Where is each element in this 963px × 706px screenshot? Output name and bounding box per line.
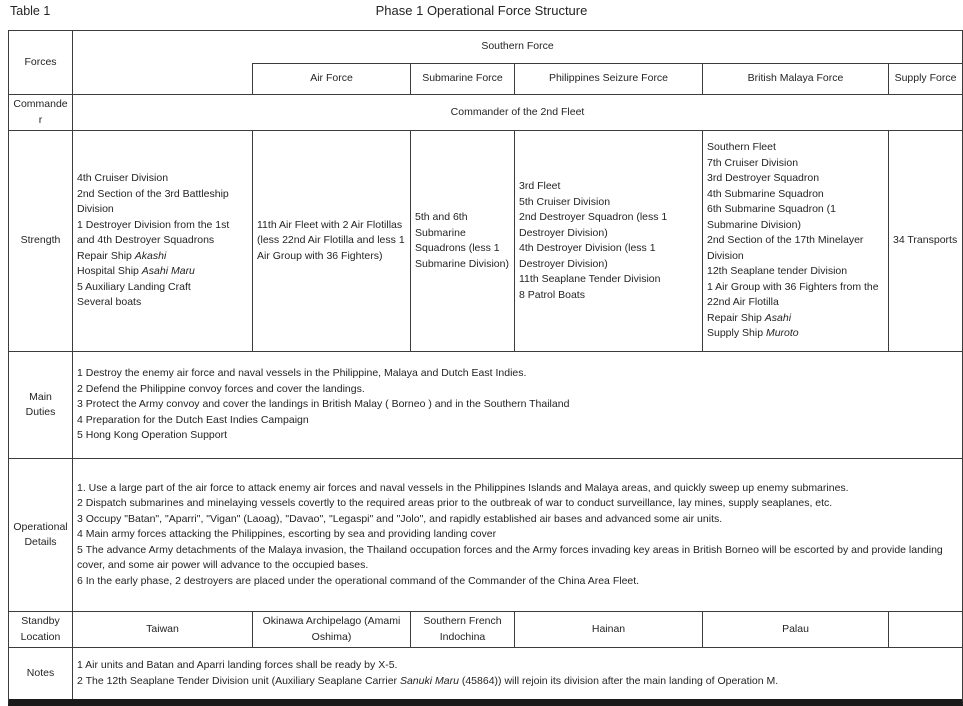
header-philippines-seizure-force: Philippines Seizure Force: [514, 63, 702, 94]
row-label-strength: Strength: [9, 130, 72, 351]
table-label: Table 1: [10, 4, 51, 18]
standby-cell-empty: [888, 611, 962, 647]
standby-cell-okinawa: Okinawa Archipelago (Amami Oshima): [252, 611, 410, 647]
header-southern-force: Southern Force: [72, 31, 962, 63]
strength-supply-cell: 34 Transports: [888, 130, 962, 351]
standby-cell-indochina: Southern French Indochina: [410, 611, 514, 647]
row-label-standby-location: Standby Location: [9, 611, 72, 647]
main-duties-cell: 1 Destroy the enemy air force and naval vessels in the Philippine, Malaya and Dutch East Indies. 2 Defend the Philippine convoy forces and cover the landings. 3 Protect the Army convoy and cover the landings in British Malay ( Borneo ) and in the Southern Thailand 4 Preparation for the Dutch East Indies Campaign 5 Hong Kong Operation Support: [72, 351, 962, 458]
operational-details-cell: 1. Use a large part of the air force to attack enemy air forces and naval vessels in the Philippines Islands and Malaya areas, and quickly sweep up enemy submarines. 2 Dispatch submarines and minelaying vessels covertly to the required areas prior to the outbreak of war to conduct surveillance, lay mines, supply seaplanes, etc. 3 Occupy "Batan", "Aparri", "Vigan" (Laoag), "Davao", "Legaspi" and "Jolo", and rapidly established air bases and advanced some air units. 4 Main army forces attacking the Philippines, escorting by sea and providing landing cover 5 The advance Army detachments of the Malaya invasion, the Thailand occupation forces and the Army forces invading key areas in British Borneo will be escorted by and provide landing cover, and some air power will advance to the occupied bases. 6 In the early phase, 2 destroyers are placed under the operational command of the Commander of the China Area Fleet.: [72, 458, 962, 611]
force-structure-table: [8, 30, 963, 706]
header-submarine-force: Submarine Force: [410, 63, 514, 94]
row-label-forces: Forces: [24, 55, 57, 68]
header-spacer-cell: [72, 63, 252, 94]
notes-cell: 1 Air units and Batan and Aparri landing forces shall be ready by X-5. 2 The 12th Seaplane Tender Division unit (Auxiliary Seaplane Carrier Sanuki Maru (45864)) will rejoin its division after the main landing of Operation M.: [72, 647, 962, 699]
strength-submarine-cell: 5th and 6th Submarine Squadrons (less 1 Submarine Division): [410, 130, 514, 351]
row-label-commander: Commander: [9, 94, 72, 130]
standby-cell-palau: Palau: [702, 611, 888, 647]
header-air-force: Air Force: [252, 63, 410, 94]
standby-cell-hainan: Hainan: [514, 611, 702, 647]
row-label-notes: Notes: [9, 647, 72, 699]
strength-philippines-cell: 3rd Fleet 5th Cruiser Division 2nd Destroyer Squadron (less 1 Destroyer Division) 4th Destroyer Division (less 1 Destroyer Division) 11th Seaplane Tender Division 8 Patrol Boats: [514, 130, 702, 351]
page-title: Phase 1 Operational Force Structure: [375, 3, 588, 18]
strength-british-malaya-cell: Southern Fleet 7th Cruiser Division 3rd Destroyer Squadron 4th Submarine Squadron 6th Submarine Squadron (1 Submarine Division) 2nd Section of the 17th Minelayer Division 12th Seaplane tender Division 1 Air Group with 36 Fighters from the 22nd Air Flotilla Repair Ship Asahi Supply Ship Muroto: [702, 130, 888, 351]
row-label-main-duties: Main Duties: [9, 351, 72, 458]
row-label-operational-details: Operational Details: [9, 458, 72, 611]
strength-main-cell: 4th Cruiser Division 2nd Section of the 3rd Battleship Division 1 Destroyer Division from the 1st and 4th Destroyer Squadrons Repair Ship Akashi Hospital Ship Asahi Maru 5 Auxiliary Landing Craft Several boats: [72, 130, 252, 351]
commander-value: Commander of the 2nd Fleet: [72, 94, 962, 130]
strength-air-force-cell: 11th Air Fleet with 2 Air Flotillas (less 22nd Air Flotilla and less 1 Air Group with 36 Fighters): [252, 130, 410, 351]
header-supply-force: Supply Force: [888, 63, 962, 94]
standby-cell-taiwan: Taiwan: [72, 611, 252, 647]
caption-row: [0, 2, 963, 26]
header-british-malaya-force: British Malaya Force: [702, 63, 888, 94]
